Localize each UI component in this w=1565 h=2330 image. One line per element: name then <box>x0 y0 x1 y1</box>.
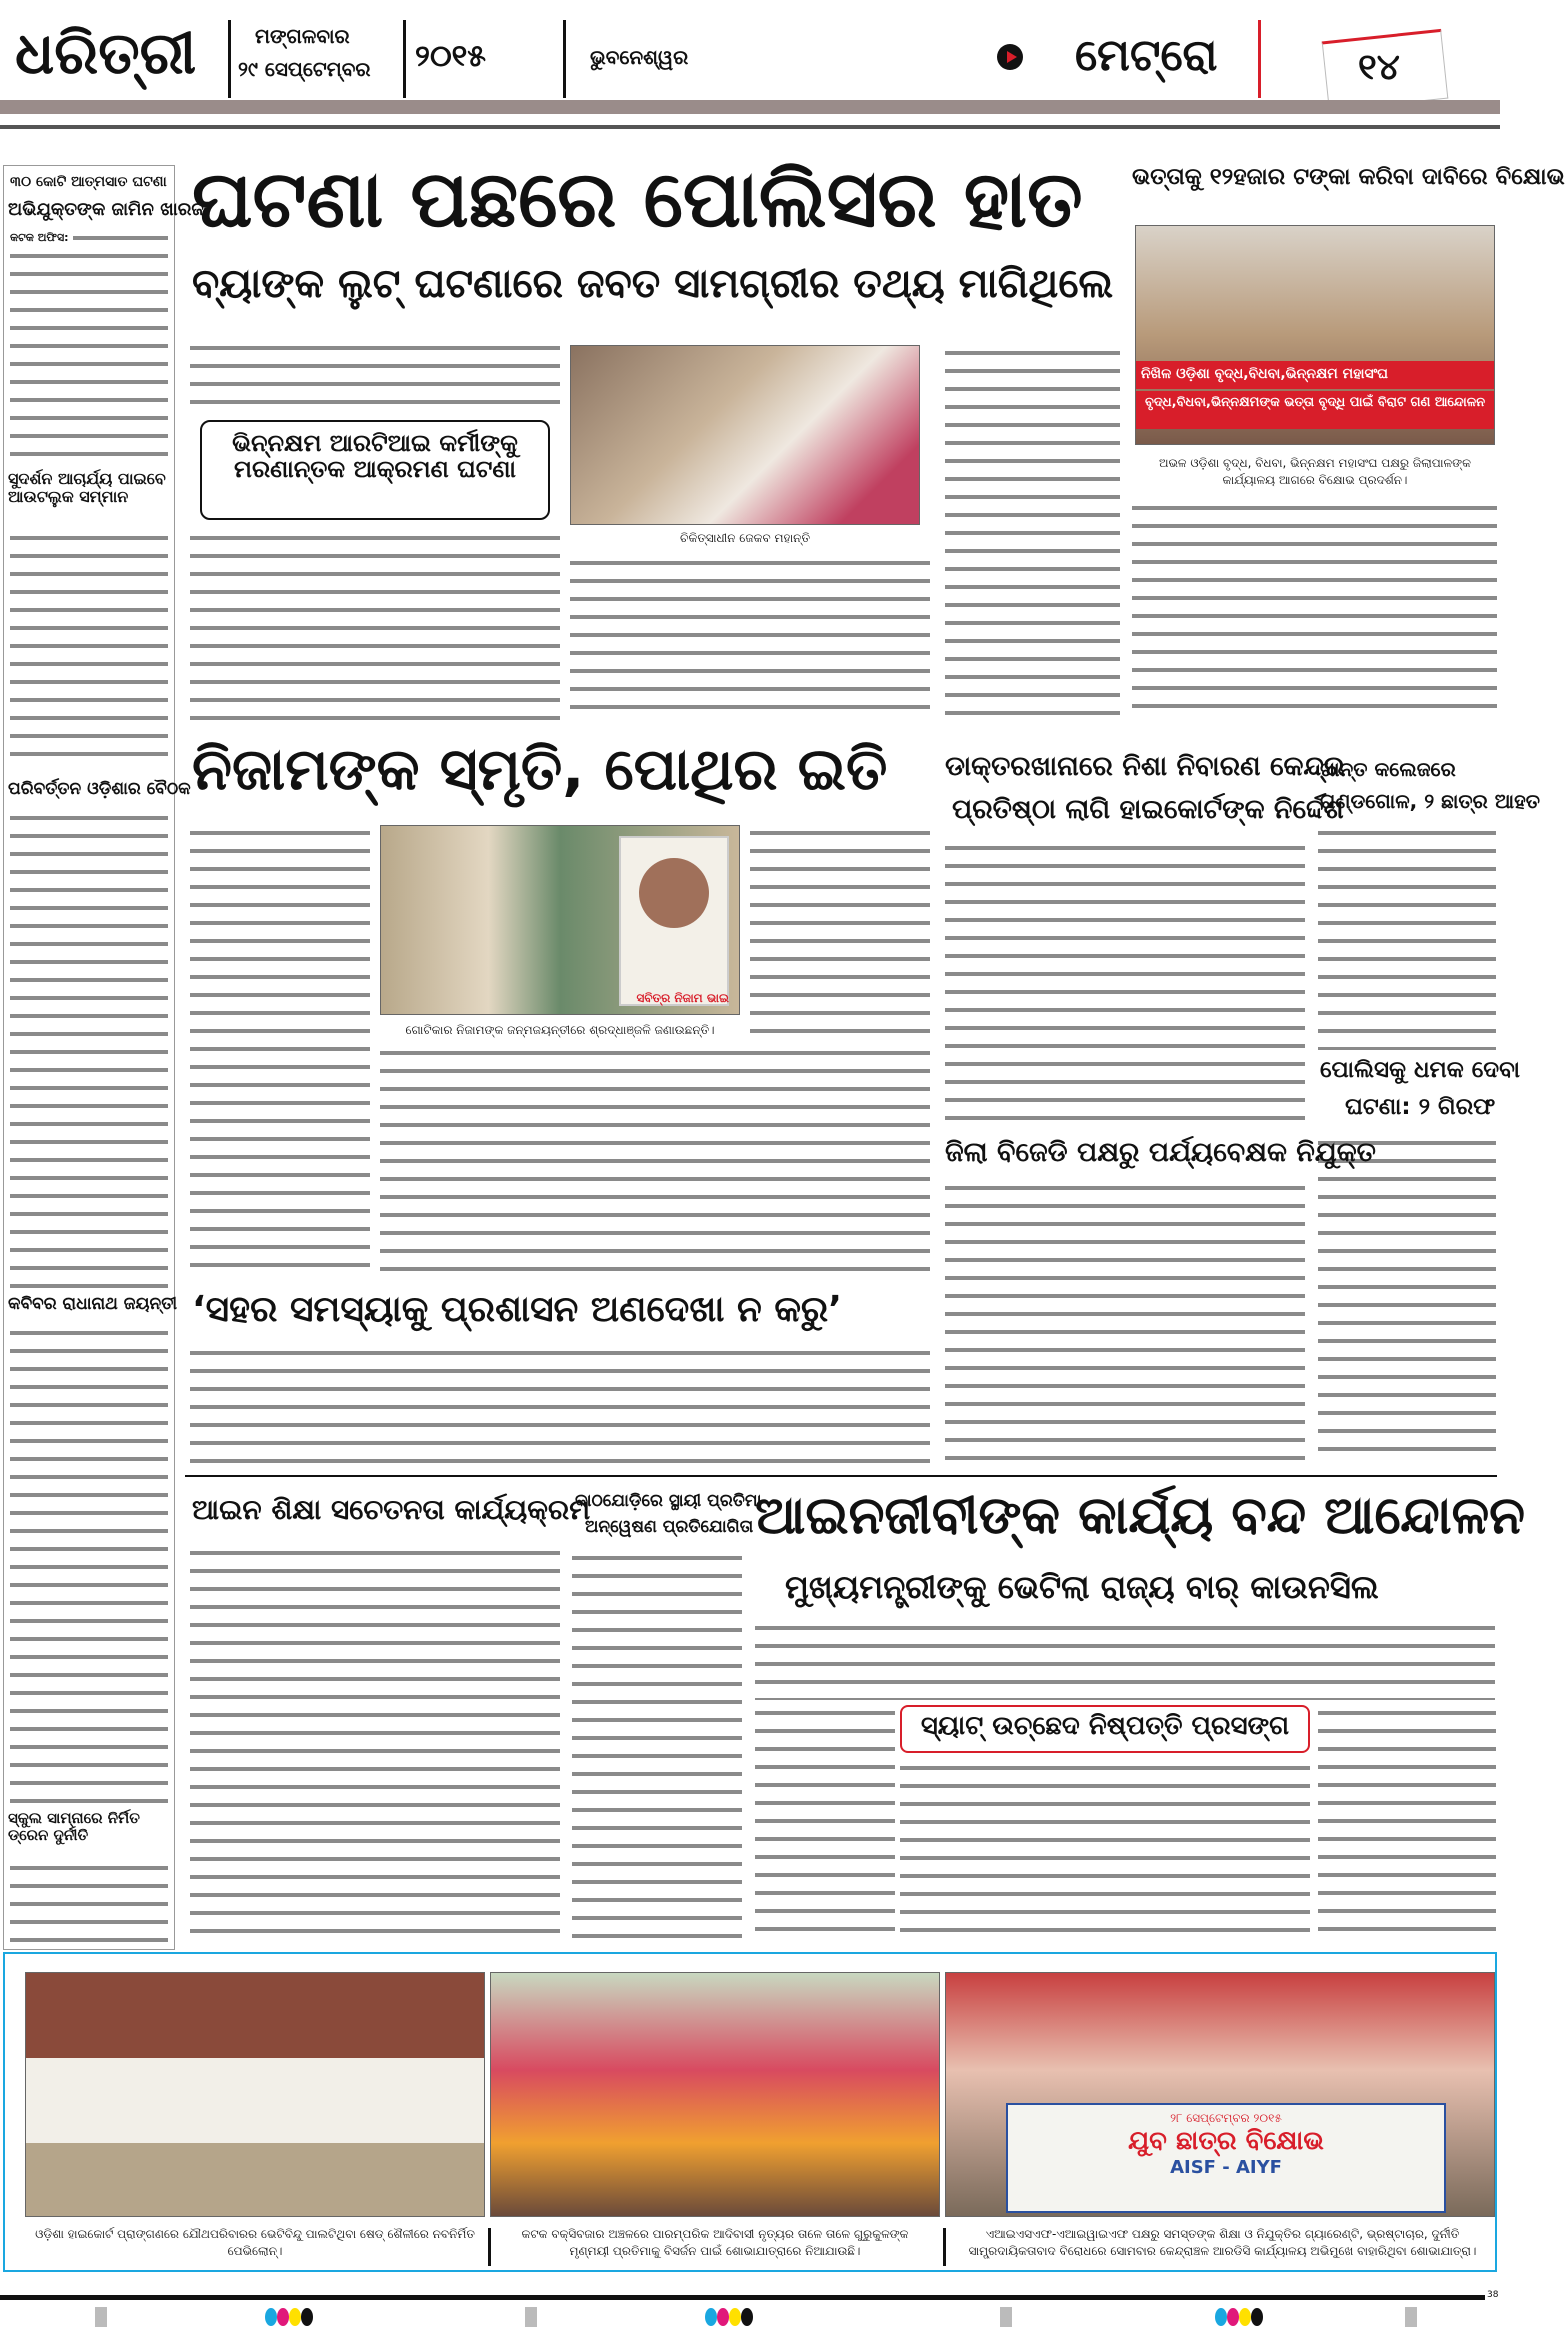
nizam-body <box>750 825 930 1035</box>
advocates-subhead: ମୁଖ୍ୟମନ୍ତ୍ରୀଙ୍କୁ ଭେଟିଲା ରାଜ୍ୟ ବାର୍ କାଉନସିଲ <box>785 1568 1379 1606</box>
protest-caption: ଅଭଳ ଓଡ଼ିଶା ବୃଦ୍ଧ, ବିଧବା, ଭିନ୍ନକ୍ଷମ ମହାସଂଘ ପକ୍ଷରୁ ଜିଲାପାଳଙ୍କ କାର୍ଯ୍ୟାଳୟ ଆଗରେ ବିକ୍ଷୋଭ ପ୍ରଦର୍ଶନ। <box>1159 456 1471 487</box>
idol-procession-photo <box>490 1972 940 2217</box>
injured-man-photo <box>570 345 920 525</box>
photo-caption: ଏଆଇଏସଏଫ-ଏଆଇୱାଇଏଫ ପକ୍ଷରୁ ସମସ୍ତଙ୍କ ଶିକ୍ଷା ଓ ନିଯୁକ୍ତିର ଗ୍ୟାରେଣ୍ଟି, ଭ୍ରଷ୍ଟାଚାର, ଦୁର୍ନୀତି ସାମ୍ପ୍ରଦାୟିକତାବାଦ ବିରୋଧରେ ସୋମବାର କେନ୍ଦ୍ରାଞ୍ଚଳ ଆରଡିସି କାର୍ଯ୍ୟାଳୟ ଅଭିମୁଖେ ବାହାରିଥିବା ଶୋଭାଯାତ୍ରା। <box>968 2227 1477 2258</box>
student-rally-photo <box>945 1972 1495 2217</box>
masthead-year: ୨୦୧୫ <box>415 39 487 74</box>
police-body <box>1318 1135 1496 1465</box>
lead-subhead: ବ୍ୟାଙ୍କ ଲୁଟ୍ ଘଟଣାରେ ଜବତ ସାମଗ୍ରୀର ତଥ୍ୟ ମାଗିଥିଲେ <box>192 261 1114 307</box>
footer-page-number: 38 <box>1487 2290 1499 2300</box>
advocates-pullquote: ସ୍ୟାଟ୍ ଉଚ୍ଛେଦ ନିଷ୍ପତ୍ତି ପ୍ରସଙ୍ଗ <box>920 1711 1290 1741</box>
brief-kicker: ୩୦ କୋଟି ଆତ୍ମସାତ ଘଟଣା <box>10 174 167 190</box>
masthead-logo: ଧରିତ୍ରୀ <box>15 19 197 87</box>
college-body <box>1318 825 1496 1050</box>
color-dots <box>1215 2308 1263 2330</box>
divider <box>403 20 406 98</box>
masthead-city: ଭୁବନେଶ୍ୱର <box>590 45 689 69</box>
idol-headline: କାଠଯୋଡ଼ିରେ ସ୍ଥାୟୀ ପ୍ରତିମା <box>575 1491 762 1511</box>
advocates-body <box>900 1760 1310 1940</box>
registration-mark <box>1000 2307 1012 2327</box>
footer-rule <box>0 2295 1485 2300</box>
photo-label: ସବିତ୍ର ନିଜାମ ଭାଇ <box>636 991 729 1005</box>
lead-body <box>190 340 560 415</box>
play-bullet-icon <box>997 44 1023 70</box>
lead-photo-caption: ଚିକିତ୍ସାଧୀନ ଜେକବ ମହାନ୍ତି <box>679 531 811 545</box>
photo-caption: ଓଡ଼ିଶା ହାଇକୋର୍ଟ ପ୍ରାଙ୍ଗଣରେ ଯୌଥପରିବାରର ଭେଟିବିନ୍ଦୁ ପାଲଟିଥିବା ଷେଡ୍ ଶୈଳୀରେ ନବନିର୍ମିତ ପେଭିଲୋନ୍। <box>35 2227 475 2258</box>
page-number: ୧୪ <box>1358 47 1400 88</box>
brief-dateline: କଟକ ଅଫିସ: <box>10 230 73 246</box>
law-body <box>190 1545 560 1940</box>
masthead-date: ୨୯ ସେପ୍ଟେମ୍ବର <box>238 57 371 81</box>
pavilion-photo <box>25 1972 485 2217</box>
section-name: ମେଟ୍ରୋ <box>1075 30 1218 81</box>
registration-mark <box>525 2307 537 2327</box>
deaddiction-headline: ଡାକ୍ତରଖାନାରେ ନିଶା ନିବାରଣ କେନ୍ଦ୍ର <box>945 751 1345 782</box>
brief-title: ସ୍କୁଲ ସାମ୍ନାରେ ନିର୍ମିତ ଡ୍ରେନ ଦୁର୍ନୀତି <box>8 1809 140 1844</box>
lead-body <box>190 530 560 720</box>
lead-pullquote: ଭିନ୍ନକ୍ଷମ ଆରଟିଆଇ କର୍ମୀଙ୍କୁ ମରଣାନ୍ତକ ଆକ୍ରମଣ ଘଟଣା <box>232 429 518 484</box>
nizam-headline: ନିଜାମଙ୍କ ସ୍ମୃତି, ପୋଥିର ଇତି <box>192 735 888 803</box>
lead-headline: ଘଟଣା ପଛରେ ପୋଲିସର ହାତ <box>192 155 1083 245</box>
divider-red <box>1258 20 1261 98</box>
brief-body <box>10 810 168 1290</box>
divider <box>488 2228 491 2266</box>
brief-title: ପରିବର୍ତ୍ତନ ଓଡ଼ିଶାର ବୈଠକ <box>8 779 191 799</box>
advocates-headline: ଆଇନଜୀବୀଙ୍କ କାର୍ଯ୍ୟ ବନ୍ଦ ଆନ୍ଦୋଳନ <box>755 1486 1525 1546</box>
color-dots <box>705 2308 753 2330</box>
brief-title: କବିବର ରାଧାନାଥ ଜୟନ୍ତୀ <box>8 1294 178 1314</box>
banner-date: ୨୮ ସେପ୍ଟେମ୍ବର ୨୦୧୫ <box>1170 2111 1282 2125</box>
city-body <box>190 1345 930 1465</box>
advocates-body <box>755 1620 1495 1700</box>
lead-body <box>945 345 1120 720</box>
brief-body <box>10 530 168 760</box>
protest-headline: ଭତ୍ତାକୁ ୧୨ହଜାର ଟଙ୍କା କରିବା ଦାବିରେ ବିକ୍ଷୋଭ <box>1132 164 1565 190</box>
police-headline: ଘଟଣା: ୨ ଗିରଫ <box>1345 1094 1496 1120</box>
police-headline: ପୋଲିସକୁ ଧମକ ଦେବା <box>1320 1057 1521 1083</box>
bjd-body <box>945 1180 1305 1465</box>
bjd-headline: ଜିଲା ବିଜେଡି ପକ୍ଷରୁ ପର୍ଯ୍ୟବେକ୍ଷକ ନିଯୁକ୍ତ <box>945 1137 1376 1168</box>
brief-body <box>10 1325 168 1805</box>
section-rule <box>185 1475 1497 1477</box>
registration-mark <box>95 2307 107 2327</box>
divider <box>563 20 566 98</box>
city-headline: ‘ସହର ସମସ୍ୟାକୁ ପ୍ରଶାସନ ଅଣଦେଖା ନ କରୁ’ <box>192 1289 842 1330</box>
nizam-body <box>190 825 370 1275</box>
advocates-body <box>755 1705 895 1940</box>
header-rule <box>0 100 1500 114</box>
idol-body <box>572 1550 742 1940</box>
color-dots <box>265 2308 313 2330</box>
deaddiction-body <box>945 840 1305 1120</box>
masthead-day: ମଙ୍ଗଳବାର <box>255 24 350 48</box>
banner-title: ଯୁବ ଛାତ୍ର ବିକ୍ଷୋଭ <box>1128 2126 1324 2156</box>
registration-mark <box>1405 2307 1417 2327</box>
protest-photo <box>1135 225 1495 445</box>
law-headline: ଆଇନ ଶିକ୍ଷା ସଚେତନତା କାର୍ଯ୍ୟକ୍ରମ <box>192 1493 591 1526</box>
brief-body <box>10 230 168 460</box>
protest-banner: ନିଖିଳ ଓଡ଼ିଶା ବୃଦ୍ଧ,ବିଧବା,ଭିନ୍ନକ୍ଷମ ମହାସଂଘ <box>1136 361 1494 389</box>
protest-body <box>1132 500 1497 720</box>
college-headline: ଗଣ୍ଡଗୋଳ, ୨ ଛାତ୍ର ଆହତ <box>1320 789 1541 813</box>
banner-org: AISF - AIYF <box>1170 2157 1282 2178</box>
deaddiction-headline: ପ୍ରତିଷ୍ଠା ଲାଗି ହାଇକୋର୍ଟଙ୍କ ନିର୍ଦ୍ଦେଶ <box>952 794 1344 825</box>
brief-title: ଅଭିଯୁକ୍ତଙ୍କ ଜାମିନ ଖାରଜ <box>8 199 204 220</box>
college-headline: ଖାନ୍ତ କଲେଜରେ <box>1320 757 1456 781</box>
lead-body <box>570 555 930 720</box>
brief-title: ସୁଦର୍ଶନ ଆଚାର୍ଯ୍ୟ ପାଇବେ ଆଉଟଲୁକ ସମ୍ମାନ <box>8 469 166 506</box>
header-rule-dark <box>0 125 1500 129</box>
tribute-photo <box>380 825 740 1015</box>
divider <box>228 20 231 98</box>
advocates-body <box>1318 1705 1496 1940</box>
photo-caption: କଟକ ବକ୍ସିବଜାର ଅଞ୍ଚଳରେ ପାରମ୍ପରିକ ଆଦିବାସୀ ନୃତ୍ୟର ତାଳେ ତାଳେ ଗୁରୁକୁଳଙ୍କ ମୃଣ୍ମୟୀ ପ୍ରତିମାକୁ ବିସର୍ଜନ ପାଇଁ ଶୋଭାଯାତ୍ରାରେ ନିଆଯାଉଛି। <box>521 2227 909 2258</box>
brief-body <box>10 1860 168 1945</box>
nizam-caption: ଗୋଟିକାର ନିଜାମଙ୍କ ଜନ୍ମଜୟନ୍ତୀରେ ଶ୍ରଦ୍ଧାଞ୍ଜଳି ଜଣାଉଛନ୍ତି। <box>405 1023 715 1037</box>
protest-banner: ବୃଦ୍ଧ,ବିଧବା,ଭିନ୍ନକ୍ଷମଙ୍କ ଭତ୍ତା ବୃଦ୍ଧି ପାଇଁ ବିରାଟ ଗଣ ଆନ୍ଦୋଳନ <box>1136 391 1494 429</box>
divider <box>943 2228 946 2266</box>
idol-headline: ଅନ୍ୱେଷଣ ପ୍ରତିଯୋଗିତା <box>585 1517 754 1537</box>
nizam-body <box>380 1045 930 1275</box>
